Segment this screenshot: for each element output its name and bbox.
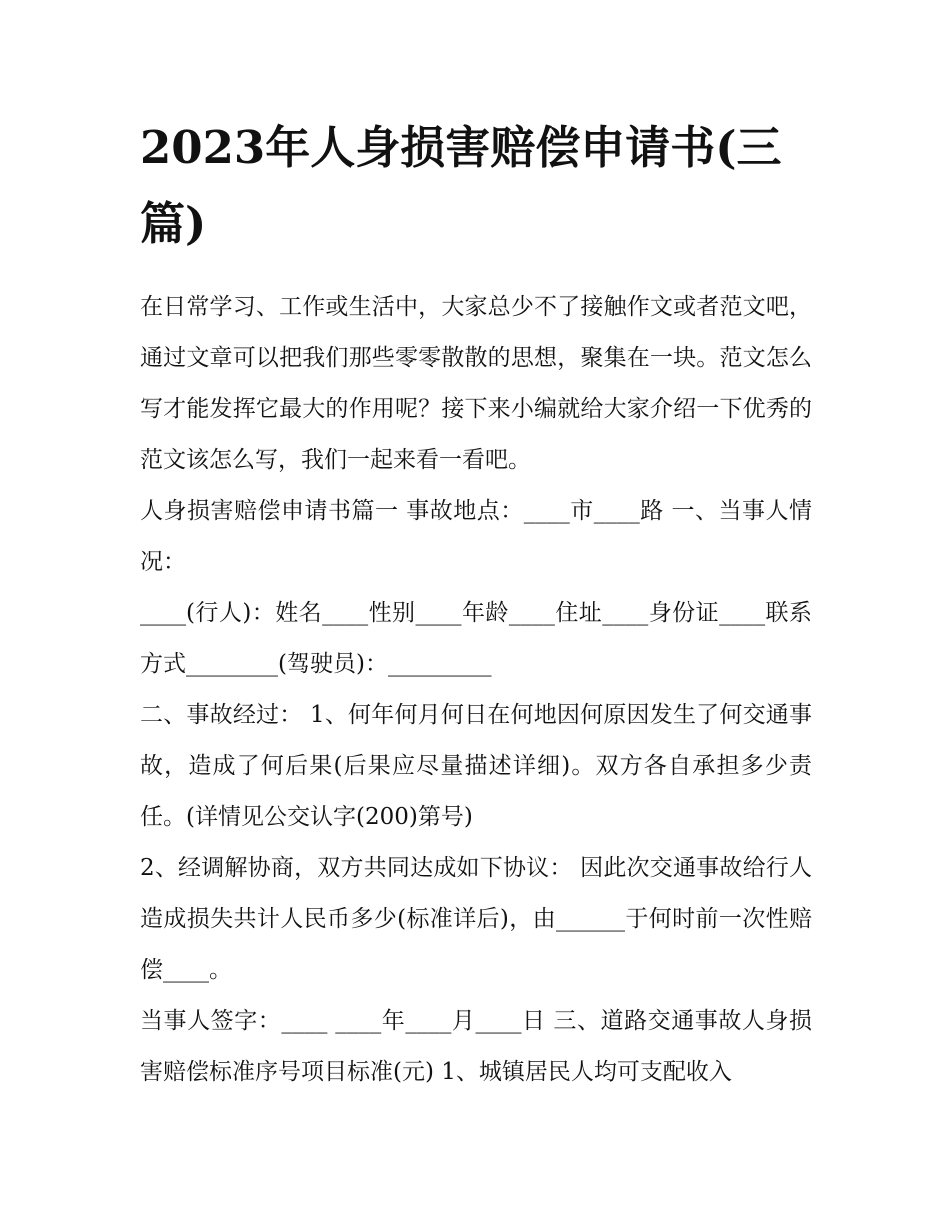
document-body xyxy=(140,282,812,1098)
agreement-paragraph: 2、经调解协商，双方共同达成如下协议： 因此次交通事故给行人造成损失共计人民币多少(标准详后)，由______于何时前一次性赔偿____。 xyxy=(140,855,812,983)
signature-paragraph: 当事人签字：____ ____年____月____日 三、道路交通事故人身损害赔偿标准序号项目标准(元) 1、城镇居民人均可支配收入 xyxy=(140,1008,812,1085)
document-title: 2023年人身损害赔偿申请书(三篇) xyxy=(140,121,782,250)
document-content xyxy=(140,110,812,1098)
intro-paragraph: 在日常学习、工作或生活中，大家总少不了接触作文或者范文吧，通过文章可以把我们那些零零散散的思想，聚集在一块。范文怎么写才能发挥它最大的作用呢？接下来小编就给大家介绍一下优秀的范文该怎么写，我们一起来看一看吧。 xyxy=(140,294,812,473)
accident-process-paragraph: 二、事故经过： 1、何年何月何日在何地因何原因发生了何交通事故，造成了何后果(后果应尽量描述详细)。双方各自承担多少责任。(详情见公交认字(200)第号) xyxy=(140,702,812,830)
accident-location-paragraph: 人身损害赔偿申请书篇一 事故地点：____市____路 一、当事人情况： xyxy=(140,498,812,575)
parties-info-paragraph: ____(行人)：姓名____性别____年龄____住址____身份证____联系方式________(驾驶员)：_________ xyxy=(140,600,812,677)
